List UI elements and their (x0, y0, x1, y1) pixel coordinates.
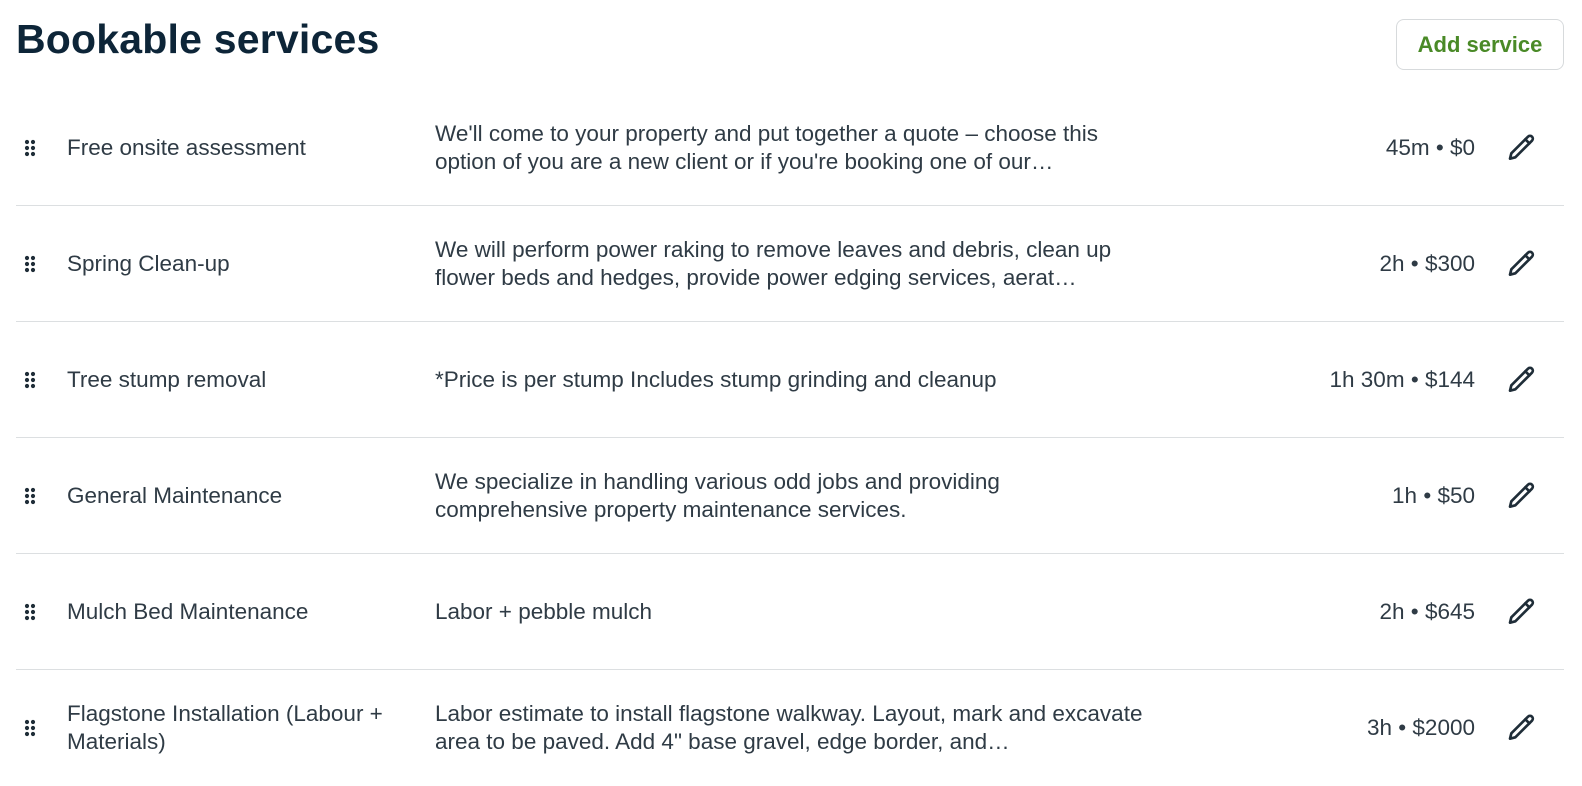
service-description: Labor + pebble mulch (435, 598, 653, 624)
page-header (0, 0, 1582, 90)
service-name: General Maintenance (67, 482, 283, 508)
service-description: We'll come to your property and put together a quote – choose this option of you are a new client or if you're booking one of our… (435, 120, 1099, 174)
edit-service-button[interactable] (1502, 128, 1542, 168)
pencil-icon (1506, 712, 1538, 744)
drag-handle-icon[interactable] (16, 248, 44, 280)
drag-handle-icon[interactable] (16, 480, 44, 512)
service-description: *Price is per stump Includes stump grinding and cleanup (435, 366, 997, 392)
add-service-button[interactable]: Add service (1396, 19, 1564, 70)
service-name: Tree stump removal (67, 366, 267, 392)
edit-service-button[interactable] (1502, 244, 1542, 284)
drag-handle-icon[interactable] (16, 132, 44, 164)
service-row (16, 438, 1564, 554)
pencil-icon (1506, 248, 1538, 280)
edit-service-button[interactable] (1502, 592, 1542, 632)
edit-service-button[interactable] (1502, 476, 1542, 516)
pencil-icon (1506, 364, 1538, 396)
service-duration-price: 2h • $645 (1379, 598, 1475, 624)
page-title: Bookable services (16, 16, 380, 62)
service-row (16, 322, 1564, 438)
drag-handle-icon[interactable] (16, 712, 44, 744)
service-row (16, 554, 1564, 670)
service-duration-price: 1h 30m • $144 (1329, 366, 1475, 392)
edit-service-button[interactable] (1502, 360, 1542, 400)
service-name: Spring Clean-up (67, 250, 230, 276)
service-list (16, 90, 1564, 786)
service-name: Mulch Bed Maintenance (67, 598, 309, 624)
service-row (16, 90, 1564, 206)
edit-service-button[interactable] (1502, 708, 1542, 748)
drag-handle-icon[interactable] (16, 364, 44, 396)
service-row (16, 206, 1564, 322)
pencil-icon (1506, 132, 1538, 164)
service-description: We specialize in handling various odd jobs and providing comprehensive property maintenance services. (435, 468, 1000, 522)
service-duration-price: 3h • $2000 (1367, 715, 1475, 740)
drag-handle-icon[interactable] (16, 596, 44, 628)
service-row (16, 670, 1564, 786)
pencil-icon (1506, 480, 1538, 512)
service-duration-price: 1h • $50 (1392, 482, 1475, 508)
pencil-icon (1506, 596, 1538, 628)
service-duration-price: 2h • $300 (1379, 250, 1475, 276)
service-name: Flagstone Installation (Labour + Materials) (67, 701, 383, 754)
service-duration-price: 45m • $0 (1385, 134, 1475, 160)
service-description: We will perform power raking to remove leaves and debris, clean up flower beds and hedges, provide power edging services, aerat… (435, 236, 1112, 290)
service-description: Labor estimate to install flagstone walkway. Layout, mark and excavate area to be paved. Add 4" base gravel, edge border, and… (435, 701, 1143, 754)
service-name: Free onsite assessment (67, 134, 306, 160)
